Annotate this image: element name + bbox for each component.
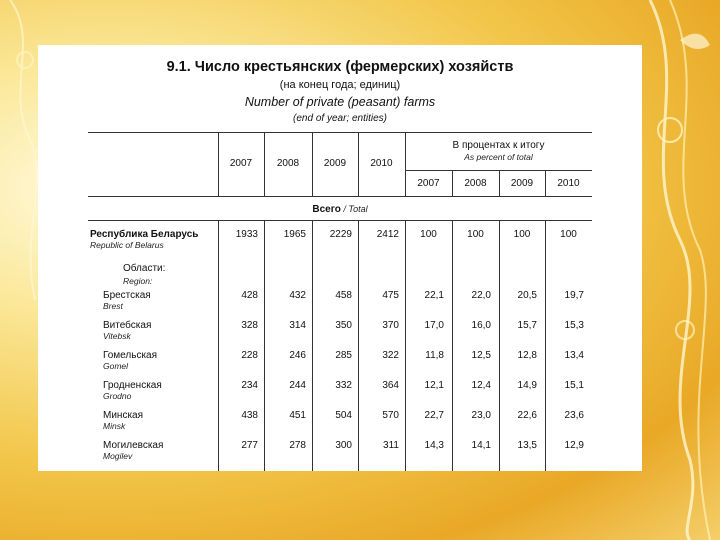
value-cell: 2229	[329, 229, 352, 240]
header-year: 2008	[276, 158, 300, 169]
section-label	[88, 204, 592, 215]
table-title: 9.1. Число крестьянских (фермерских) хозяйств	[166, 59, 514, 75]
value-cell: 322	[382, 350, 399, 361]
col-divider	[264, 220, 265, 471]
value-cell: 300	[335, 440, 352, 451]
percent-cell: 12,8	[517, 350, 537, 361]
regions-label: Области:	[123, 263, 166, 274]
percent-cell: 22,0	[471, 290, 491, 301]
section-label-en: Total	[348, 204, 368, 214]
document-panel	[38, 45, 642, 471]
pct-header-year: 2008	[464, 178, 487, 189]
decorative-swirl-right	[630, 0, 720, 540]
percent-cell: 23,0	[471, 410, 491, 421]
percent-cell: 16,0	[471, 320, 491, 331]
value-cell: 364	[382, 380, 399, 391]
row-label: Витебская	[103, 320, 152, 331]
value-cell: 244	[289, 380, 306, 391]
percent-cell: 14,9	[517, 380, 537, 391]
header-year: 2010	[370, 158, 393, 169]
row-label: Гомельская	[103, 350, 158, 361]
section-separator: /	[340, 204, 349, 214]
value-cell: 234	[241, 380, 258, 391]
table-subtitle-en: (end of year; entities)	[293, 113, 387, 124]
regions-label-en: Region:	[123, 276, 153, 286]
row-label-en: Mogilev	[103, 451, 133, 461]
percent-cell: 100	[560, 229, 577, 240]
percent-cell: 22,6	[517, 410, 537, 421]
percent-cell: 14,1	[471, 440, 491, 451]
pct-header-year: 2010	[557, 178, 580, 189]
data-table	[88, 132, 592, 471]
percent-cell: 12,5	[471, 350, 491, 361]
value-cell: 328	[241, 320, 258, 331]
value-cell: 458	[335, 290, 352, 301]
percent-cell: 14,3	[424, 440, 444, 451]
row-label-en: Republic of Belarus	[90, 240, 164, 250]
percent-cell: 15,3	[564, 320, 584, 331]
percent-cell: 15,1	[564, 380, 584, 391]
value-cell: 428	[241, 290, 258, 301]
value-cell: 2412	[376, 229, 399, 240]
row-label: Республика Беларусь	[90, 229, 199, 240]
col-divider	[545, 220, 546, 471]
value-cell: 332	[335, 380, 352, 391]
section-label-ru: Всего	[312, 204, 341, 215]
value-cell: 438	[241, 410, 258, 421]
col-divider	[358, 220, 359, 471]
row-label-en: Brest	[103, 301, 123, 311]
percent-cell: 100	[467, 229, 484, 240]
value-cell: 314	[289, 320, 306, 331]
row-label: Брестская	[103, 290, 151, 301]
value-cell: 504	[335, 410, 352, 421]
value-cell: 277	[241, 440, 258, 451]
row-label: Гродненская	[103, 380, 162, 391]
value-cell: 1965	[283, 229, 306, 240]
percent-cell: 100	[420, 229, 437, 240]
percent-cell: 15,7	[517, 320, 537, 331]
table-title-en: Number of private (peasant) farms	[244, 95, 436, 109]
header-bottom-rule	[88, 196, 592, 197]
pct-header-label: В процентах к итогу	[452, 140, 545, 151]
row-label-en: Grodno	[103, 391, 132, 401]
value-cell: 285	[335, 350, 352, 361]
value-cell: 475	[382, 290, 399, 301]
percent-cell: 12,4	[471, 380, 491, 391]
col-divider	[218, 220, 219, 471]
col-divider	[312, 220, 313, 471]
percent-cell: 19,7	[564, 290, 584, 301]
percent-cell: 13,4	[564, 350, 584, 361]
row-label: Могилевская	[103, 440, 164, 451]
percent-cell: 11,8	[425, 350, 444, 361]
table-subtitle: (на конец года; единиц)	[279, 79, 401, 91]
header-year: 2009	[323, 158, 347, 169]
pct-header-year: 2007	[417, 178, 440, 189]
percent-cell: 22,1	[424, 290, 444, 301]
row-label: Минская	[103, 410, 144, 421]
col-divider	[499, 220, 500, 471]
value-cell: 228	[241, 350, 258, 361]
table-top-rule	[88, 132, 592, 133]
value-cell: 278	[289, 440, 306, 451]
value-cell: 246	[289, 350, 306, 361]
percent-cell: 20,5	[517, 290, 537, 301]
percent-cell: 12,1	[424, 380, 444, 391]
percent-cell: 23,6	[564, 410, 584, 421]
value-cell: 311	[383, 440, 399, 451]
row-label-en: Gomel	[103, 361, 129, 371]
section-rule	[88, 220, 592, 221]
percent-cell: 22,7	[424, 410, 444, 421]
value-cell: 451	[289, 410, 306, 421]
pct-header-label-en: As percent of total	[464, 152, 533, 162]
value-cell: 370	[382, 320, 399, 331]
percent-cell: 12,9	[564, 440, 584, 451]
percent-cell: 100	[513, 229, 531, 240]
value-cell: 1933	[235, 229, 258, 240]
value-cell: 432	[289, 290, 306, 301]
col-divider	[452, 220, 453, 471]
row-label-en: Minsk	[103, 421, 126, 431]
header-year: 2007	[229, 158, 253, 169]
value-cell: 570	[382, 410, 399, 421]
percent-cell: 13,5	[517, 440, 537, 451]
row-label-en: Vitebsk	[103, 331, 131, 341]
value-cell: 350	[335, 320, 352, 331]
percent-cell: 17,0	[424, 320, 444, 331]
pct-header-year: 2009	[510, 178, 534, 189]
col-divider	[405, 220, 406, 471]
